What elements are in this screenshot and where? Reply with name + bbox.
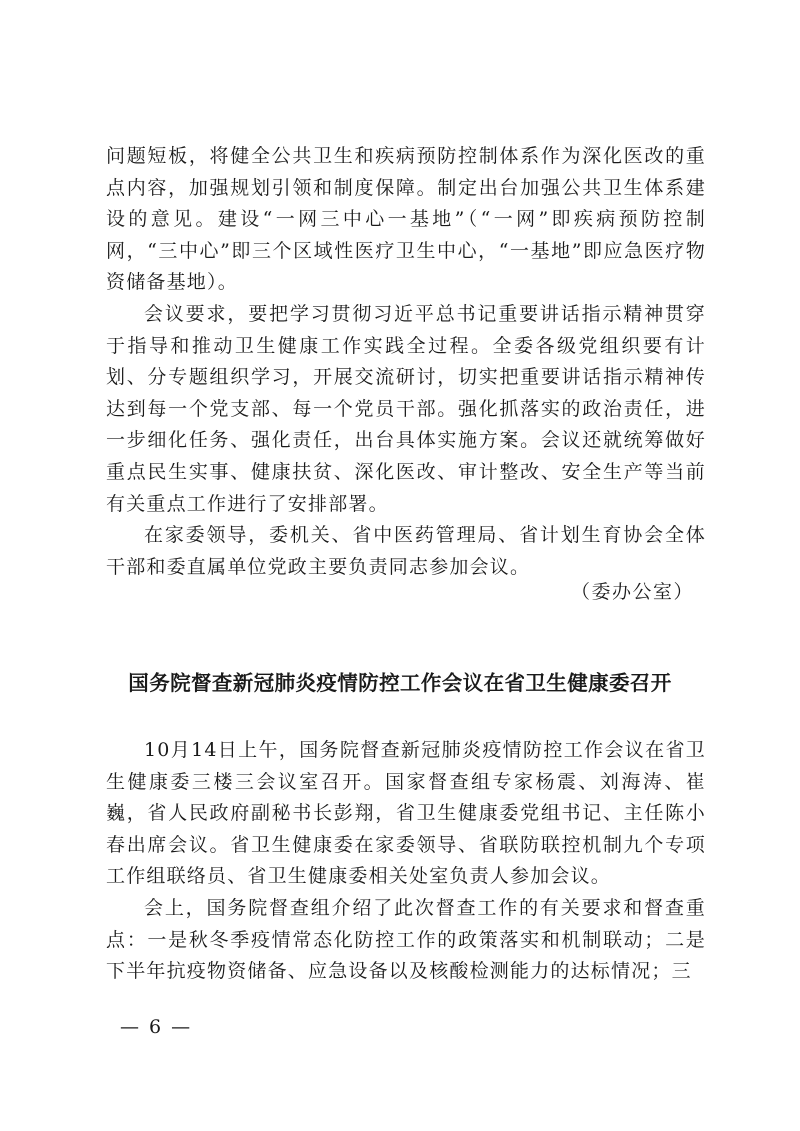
continued-article-body xyxy=(106,141,706,583)
article-signature: （委办公室） xyxy=(570,581,694,603)
paragraph: 10月14日上午，国务院督查新冠肺炎疫情防控工作会议在省卫生健康委三楼三会议室召开。国家督查组专家杨震、刘海涛、崔巍，省人民政府副秘书长彭翔，省卫生健康委党组书记、主任陈小春出席会议。省卫生健康委在家委领导、省联防联控机制九个专项工作组联络员、省卫生健康委相关处室负责人参加会议。 xyxy=(106,739,706,888)
paragraph: 在家委领导，委机关、省中医药管理局、省计划生育协会全体干部和委直属单位党政主要负责同志参加会议。 xyxy=(106,524,706,578)
page-number: — 6 — xyxy=(120,1016,193,1038)
article-headline: 国务院督查新冠肺炎疫情防控工作会议在省卫生健康委召开 xyxy=(128,671,672,695)
new-article-body xyxy=(106,735,706,988)
paragraph: 问题短板，将健全公共卫生和疾病预防控制体系作为深化医改的重点内容，加强规划引领和制度保障。制定出台加强公共卫生体系建设的意见。建设“一网三中心一基地”（“一网”即疾病预防控制网，“三中心”即三个区域性医疗卫生中心，“一基地”即应急医疗物资储备基地）。 xyxy=(106,145,706,294)
paragraph: 会上，国务院督查组介绍了此次督查工作的有关要求和督查重点：一是秋冬季疫情常态化防控工作的政策落实和机制联动；二是下半年抗疫物资储备、应急设备以及核酸检测能力的达标情况；三 xyxy=(106,896,706,983)
paragraph: 会议要求，要把学习贯彻习近平总书记重要讲话指示精神贯穿于指导和推动卫生健康工作实践全过程。全委各级党组织要有计划、分专题组织学习，开展交流研讨，切实把重要讲话指示精神传达到每一个党支部、每一个党员干部。强化抓落实的政治责任，进一步细化任务、强化责任，出台具体实施方案。会议还就统筹做好重点民生实事、健康扶贫、深化医改、审计整改、安全生产等当前有关重点工作进行了安排部署。 xyxy=(106,302,706,515)
